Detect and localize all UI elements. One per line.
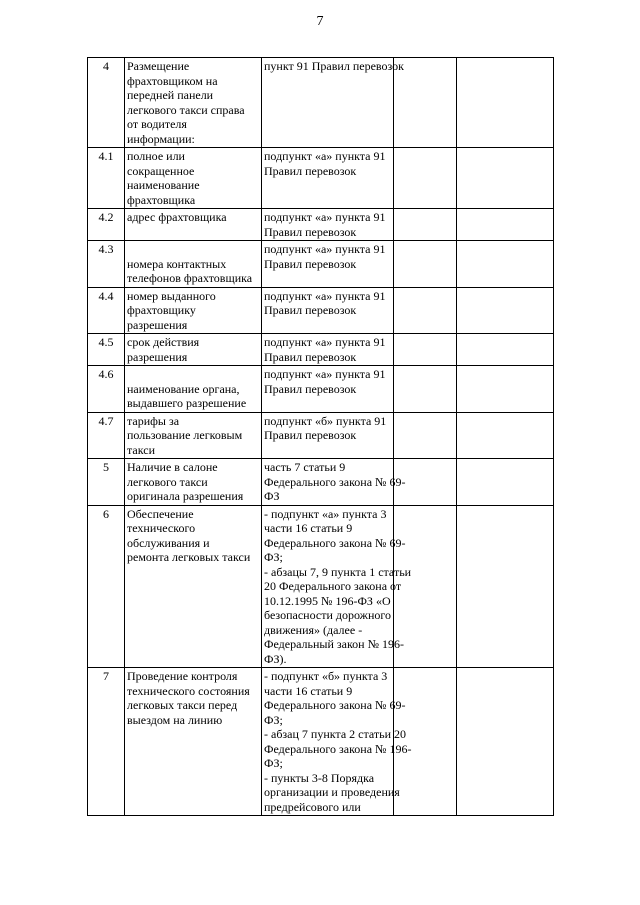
- item-number-cell: 4.1: [88, 148, 125, 209]
- requirement-line: ремонта легковых такси: [127, 550, 251, 564]
- table-row: [88, 209, 554, 241]
- legal-basis-line: ФЗ: [264, 489, 280, 503]
- requirement-line: легкового такси справа: [127, 102, 245, 117]
- requirement-line: телефонов фрахтовщика: [127, 271, 253, 285]
- legal-basis-line: ФЗ;: [264, 550, 283, 564]
- item-number-cell: 4: [88, 58, 125, 148]
- legal-basis-line: безопасности дорожного: [264, 608, 392, 622]
- legal-basis-line: 10.12.1995 № 196-ФЗ «О: [264, 593, 391, 608]
- legal-basis-line: 20 Федерального закона от: [264, 579, 402, 593]
- item-number-cell: 4.4: [88, 287, 125, 334]
- answer-cell: [394, 209, 457, 241]
- requirement-line: наименование органа,: [127, 381, 240, 396]
- requirement-cell: [125, 58, 262, 148]
- legal-basis-line: подпункт «а» пункта 91: [264, 335, 386, 349]
- requirement-line: Наличие в салоне: [127, 460, 218, 474]
- note-cell: [457, 366, 554, 413]
- requirement-line: Размещение: [127, 59, 190, 73]
- table-row: [88, 366, 554, 413]
- legal-basis-line: Правил перевозок: [264, 349, 357, 364]
- legal-basis-cell: [262, 505, 412, 668]
- requirement-line: такси: [127, 442, 155, 457]
- requirement-cell: [125, 287, 262, 334]
- table-row: [88, 58, 554, 148]
- table-row: [88, 241, 554, 288]
- requirement-line: легковых такси перед: [127, 698, 238, 712]
- requirement-line: выдавшего разрешение: [127, 396, 247, 410]
- requirement-line: наименование: [127, 178, 200, 192]
- legal-basis-line: движения» (далее -: [264, 622, 363, 637]
- requirement-line: информации:: [127, 131, 195, 146]
- requirement-line: пользование легковым: [127, 428, 243, 442]
- legal-basis-line: - пункты 3-8 Порядка: [264, 770, 375, 785]
- legal-basis-line: Федерального закона № 69-: [264, 474, 406, 489]
- legal-basis-line: подпункт «а» пункта 91: [264, 242, 386, 256]
- legal-basis-line: Федерального закона № 69-: [264, 698, 406, 712]
- requirement-line: Обеспечение: [127, 506, 194, 521]
- page-number: 7: [316, 14, 324, 29]
- table-row: [88, 148, 554, 209]
- answer-cell: [394, 148, 457, 209]
- answer-cell: [394, 412, 457, 459]
- item-number-cell: 6: [88, 505, 125, 668]
- legal-basis-line: ФЗ).: [264, 651, 287, 666]
- legal-basis-line: предрейсового или: [264, 799, 361, 814]
- table-row: [88, 412, 554, 459]
- note-cell: [457, 241, 554, 288]
- legal-basis-line: ФЗ;: [264, 712, 283, 727]
- note-cell: [457, 505, 554, 668]
- requirement-cell: [125, 366, 262, 413]
- note-cell: [457, 459, 554, 506]
- answer-cell: [394, 241, 457, 288]
- legal-basis-line: Правил перевозок: [264, 224, 357, 239]
- item-number-cell: 4.6: [88, 366, 125, 413]
- note-cell: [457, 287, 554, 334]
- requirement-line: [127, 242, 259, 257]
- legal-basis-line: часть 7 статьи 9: [264, 460, 346, 474]
- legal-basis-cell: [262, 459, 406, 506]
- requirement-line: [127, 367, 259, 382]
- requirement-line: оригинала разрешения: [127, 489, 244, 503]
- requirement-line: номера контактных: [127, 256, 227, 271]
- requirement-line: фрахтовщику: [127, 303, 196, 317]
- legal-basis-line: - подпункт «а» пункта 3: [264, 506, 387, 521]
- legal-basis-cell: [262, 148, 394, 209]
- note-cell: [457, 412, 554, 459]
- legal-basis-line: - подпункт «б» пункта 3: [264, 669, 388, 683]
- answer-cell: [394, 287, 457, 334]
- legal-basis-line: Федерального закона № 69-: [264, 535, 406, 550]
- requirement-line: технического: [127, 521, 196, 535]
- note-cell: [457, 334, 554, 366]
- legal-basis-cell: [262, 334, 394, 366]
- legal-basis-line: - абзацы 7, 9 пункта 1 статьи: [264, 564, 412, 579]
- legal-basis-line: Правил перевозок: [264, 428, 357, 442]
- requirement-cell: [125, 148, 262, 209]
- item-number-cell: 4.2: [88, 209, 125, 241]
- legal-basis-cell: [262, 412, 394, 459]
- requirement-line: легкового такси: [127, 474, 208, 489]
- legal-basis-line: части 16 статьи 9: [264, 683, 353, 698]
- requirement-line: фрахтовщика: [127, 192, 196, 207]
- requirement-line: передней панели: [127, 88, 214, 102]
- legal-basis-line: организации и проведения: [264, 785, 400, 799]
- item-number-cell: 4.5: [88, 334, 125, 366]
- requirement-line: полное или: [127, 149, 185, 163]
- requirement-line: от водителя: [127, 117, 187, 131]
- legal-basis-cell: [262, 366, 394, 413]
- item-number-cell: 4.7: [88, 412, 125, 459]
- requirement-cell: [125, 334, 262, 366]
- legal-basis-cell: [262, 241, 394, 288]
- legal-basis-line: Правил перевозок: [264, 163, 357, 178]
- legal-basis-line: подпункт «б» пункта 91: [264, 413, 387, 428]
- table-row: [88, 287, 554, 334]
- requirement-line: выездом на линию: [127, 712, 223, 727]
- requirement-line: срок действия: [127, 335, 200, 349]
- requirement-cell: [125, 209, 262, 241]
- requirement-line: номер выданного: [127, 288, 216, 303]
- table-row: [88, 668, 554, 816]
- answer-cell: [394, 366, 457, 413]
- answer-cell: [394, 334, 457, 366]
- legal-basis-cell: [262, 209, 394, 241]
- requirement-cell: [125, 241, 262, 288]
- legal-basis-line: Федеральный закон № 196-: [264, 637, 405, 651]
- item-number-cell: 7: [88, 668, 125, 816]
- note-cell: [457, 148, 554, 209]
- legal-basis-line: подпункт «а» пункта 91: [264, 210, 386, 224]
- legal-basis-line: части 16 статьи 9: [264, 521, 353, 535]
- legal-basis-line: подпункт «а» пункта 91: [264, 149, 386, 163]
- item-number-cell: 4.3: [88, 241, 125, 288]
- requirement-line: тарифы за: [127, 413, 180, 428]
- note-cell: [457, 209, 554, 241]
- legal-basis-line: подпункт «а» пункта 91: [264, 367, 386, 381]
- requirement-cell: [125, 412, 262, 459]
- requirement-cell: [125, 459, 262, 506]
- legal-basis-line: - абзац 7 пункта 2 статьи 20: [264, 727, 407, 741]
- requirement-line: Проведение контроля: [127, 669, 238, 683]
- table-row: [88, 334, 554, 366]
- legal-basis-line: подпункт «а» пункта 91: [264, 288, 386, 303]
- legal-basis-line: Правил перевозок: [264, 381, 357, 396]
- legal-basis-line: Правил перевозок: [264, 256, 357, 271]
- requirement-line: разрешения: [127, 349, 188, 364]
- legal-basis-line: Правил перевозок: [264, 303, 357, 317]
- table-row: [88, 459, 554, 506]
- requirement-line: фрахтовщиком на: [127, 73, 218, 88]
- legal-basis-line: пункт 91 Правил перевозок: [264, 59, 404, 73]
- requirement-line: обслуживания и: [127, 535, 210, 550]
- legal-basis-line: Федерального закона № 196-: [264, 741, 412, 756]
- item-number-cell: 5: [88, 459, 125, 506]
- note-cell: [457, 668, 554, 816]
- table-row: [88, 505, 554, 668]
- legal-basis-cell: [262, 58, 404, 148]
- requirement-cell: [125, 668, 262, 816]
- legal-basis-cell: [262, 668, 412, 816]
- requirement-cell: [125, 505, 262, 668]
- legal-basis-cell: [262, 287, 394, 334]
- requirement-line: адрес фрахтовщика: [127, 210, 227, 224]
- requirement-line: разрешения: [127, 317, 188, 332]
- legal-basis-line: ФЗ;: [264, 756, 283, 770]
- note-cell: [457, 58, 554, 148]
- requirements-table: [87, 57, 554, 816]
- requirement-line: технического состояния: [127, 683, 250, 698]
- requirement-line: сокращенное: [127, 163, 195, 178]
